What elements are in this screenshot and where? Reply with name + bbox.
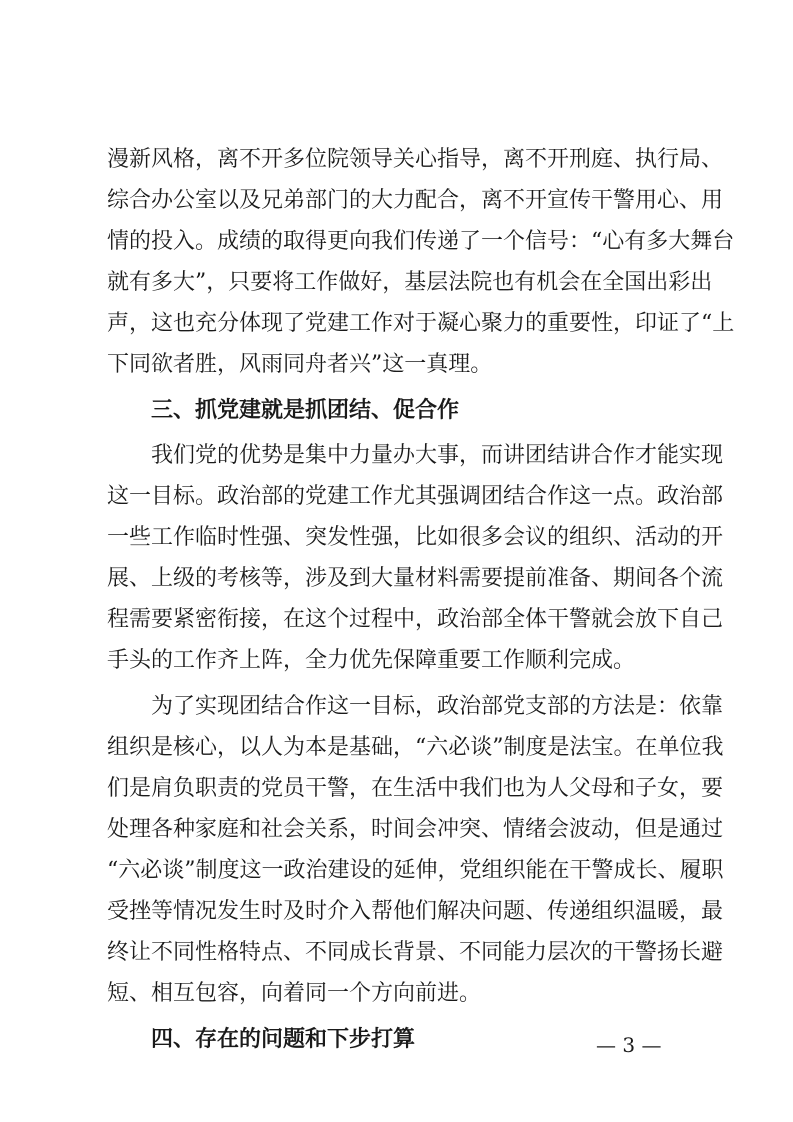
paragraph-line: 声，这也充分体现了党建工作对于凝心聚力的重要性，印证了“上: [107, 311, 735, 336]
paragraph-line: 综合办公室以及兄弟部门的大力配合，离不开宣传干警用心、用: [107, 188, 724, 213]
paragraph-line: 为了实现团结合作这一目标，政治部党支部的方法是：依靠: [151, 694, 724, 719]
paragraph-line: 手头的工作齐上阵，全力优先保障重要工作顺利完成。: [107, 648, 636, 673]
paragraph-line: 短、相互包容，向着同一个方向前进。: [107, 981, 482, 1006]
paragraph-line: 一些工作临时性强、突发性强，比如很多会议的组织、活动的开: [107, 525, 724, 550]
paragraph-line: 展、上级的考核等，涉及到大量材料需要提前准备、期间各个流: [107, 566, 724, 591]
paragraph-line: 这一目标。政治部的党建工作尤其强调团结合作这一点。政治部: [107, 484, 724, 509]
paragraph-line: 组织是核心，以人为本是基础，“六必谈”制度是法宝。在单位我: [107, 735, 724, 760]
paragraph-line: 受挫等情况发生时及时介入帮他们解决问题、传递组织温暖，最: [107, 899, 724, 924]
paragraph-line: 下同欲者胜，风雨同舟者兴”这一真理。: [107, 352, 493, 377]
paragraph-line: 我们党的优势是集中力量办大事，而讲团结讲合作才能实现: [151, 443, 724, 468]
paragraph-line: 处理各种家庭和社会关系，时间会冲突、情绪会波动，但是通过: [107, 817, 724, 842]
paragraph-line: 终让不同性格特点、不同成长背景、不同能力层次的干警扬长避: [107, 940, 724, 965]
section-heading-4: 四、存在的问题和下步打算: [151, 1027, 416, 1052]
paragraph-line: 程需要紧密衔接，在这个过程中，政治部全体干警就会放下自己: [107, 607, 724, 632]
paragraph-line: 情的投入。成绩的取得更向我们传递了一个信号：“心有多大舞台: [107, 229, 735, 254]
paragraph-line: 就有多大”，只要将工作做好，基层法院也有机会在全国出彩出: [107, 270, 713, 295]
paragraph-line: 漫新风格，离不开多位院领导关心指导，离不开刑庭、执行局、: [107, 147, 724, 172]
section-heading-3: 三、抓党建就是抓团结、促合作: [151, 398, 460, 423]
paragraph-line: 们是肩负职责的党员干警，在生活中我们也为人父母和子女，要: [107, 776, 724, 801]
paragraph-line: “六必谈”制度这一政治建设的延伸，党组织能在干警成长、履职: [107, 858, 724, 883]
page-number: — 3 —: [596, 1033, 662, 1057]
